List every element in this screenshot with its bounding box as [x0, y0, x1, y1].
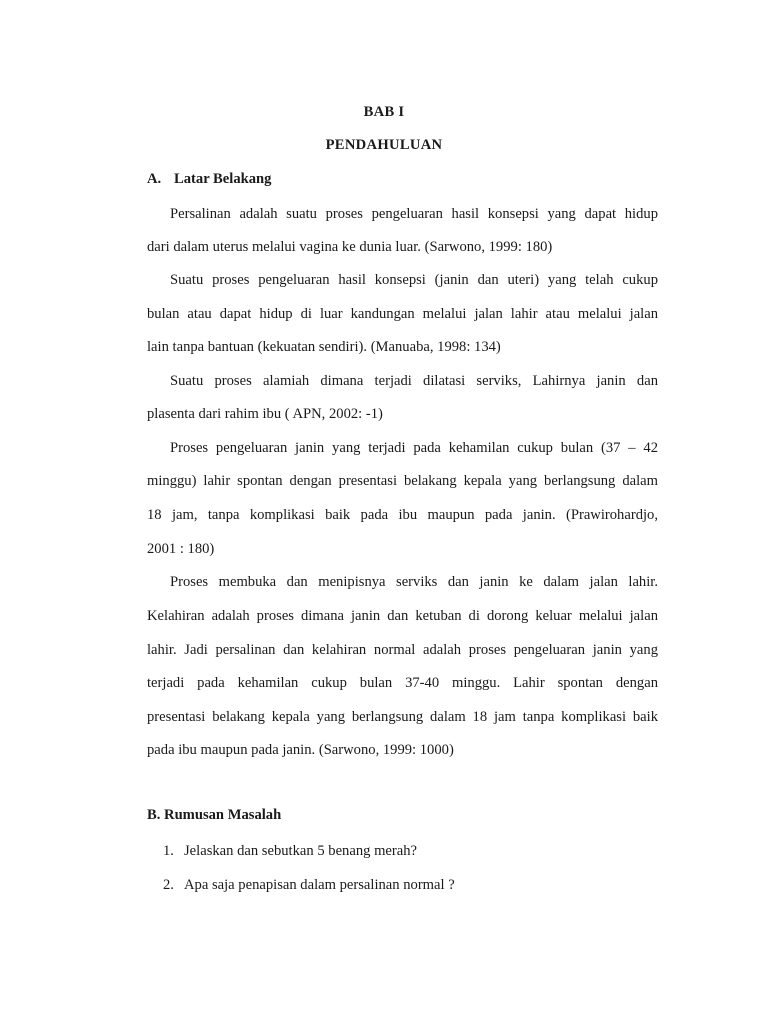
list-item: [163, 841, 417, 861]
list-item-number: 1.: [163, 843, 174, 859]
paragraph-line: dari dalam uterus melalui vagina ke dunia luar. (Sarwono, 1999: 180): [147, 239, 553, 255]
list-item-text: Jelaskan dan sebutkan 5 benang merah?: [184, 843, 418, 859]
section-a-heading: [147, 171, 271, 188]
paragraph-line: terjadi pada kehamilan cukup bulan 37-40 minggu. Lahir spontan dengan: [147, 675, 658, 691]
paragraph-line: plasenta dari rahim ibu ( APN, 2002: -1): [147, 406, 383, 422]
section-a-number: A.: [147, 171, 162, 187]
paragraph-line: minggu) lahir spontan dengan presentasi belakang kepala yang berlangsung dalam: [147, 473, 658, 489]
paragraph-line: Suatu proses alamiah dimana terjadi dilatasi serviks, Lahirnya janin dan: [170, 373, 658, 389]
list-item-text: Apa saja penapisan dalam persalinan normal ?: [184, 877, 455, 893]
section-a-title: Latar Belakang: [174, 171, 272, 187]
paragraph-line: Suatu proses pengeluaran hasil konsepsi (janin dan uteri) yang telah cukup: [170, 272, 658, 288]
paragraph-line: lain tanpa bantuan (kekuatan sendiri). (Manuaba, 1998: 134): [147, 339, 501, 355]
paragraph-line: bulan atau dapat hidup di luar kandungan melalui jalan lahir atau melalui jalan: [147, 306, 658, 322]
list-item: [163, 875, 455, 895]
paragraph-line: pada ibu maupun pada janin. (Sarwono, 1999: 1000): [147, 742, 454, 758]
chapter-title: PENDAHULUAN: [325, 137, 443, 153]
chapter-number: BAB I: [363, 104, 405, 120]
paragraph-line: 2001 : 180): [147, 541, 215, 557]
paragraph-line: Proses pengeluaran janin yang terjadi pada kehamilan cukup bulan (37 – 42: [170, 440, 658, 456]
paragraph-line: presentasi belakang kepala yang berlangsung dalam 18 jam tanpa komplikasi baik: [147, 709, 658, 725]
section-b-heading: B. Rumusan Masalah: [147, 807, 282, 823]
paragraph-line: Kelahiran adalah proses dimana janin dan ketuban di dorong keluar melalui jalan: [147, 608, 658, 624]
paragraph-line: lahir. Jadi persalinan dan kelahiran normal adalah proses pengeluaran janin yang: [147, 642, 658, 658]
paragraph-line: Persalinan adalah suatu proses pengeluaran hasil konsepsi yang dapat hidup: [170, 206, 658, 222]
paragraph-line: 18 jam, tanpa komplikasi baik pada ibu maupun pada janin. (Prawirohardjo,: [147, 507, 658, 523]
paragraph-line: Proses membuka dan menipisnya serviks dan janin ke dalam jalan lahir.: [170, 574, 658, 590]
list-item-number: 2.: [163, 877, 174, 893]
